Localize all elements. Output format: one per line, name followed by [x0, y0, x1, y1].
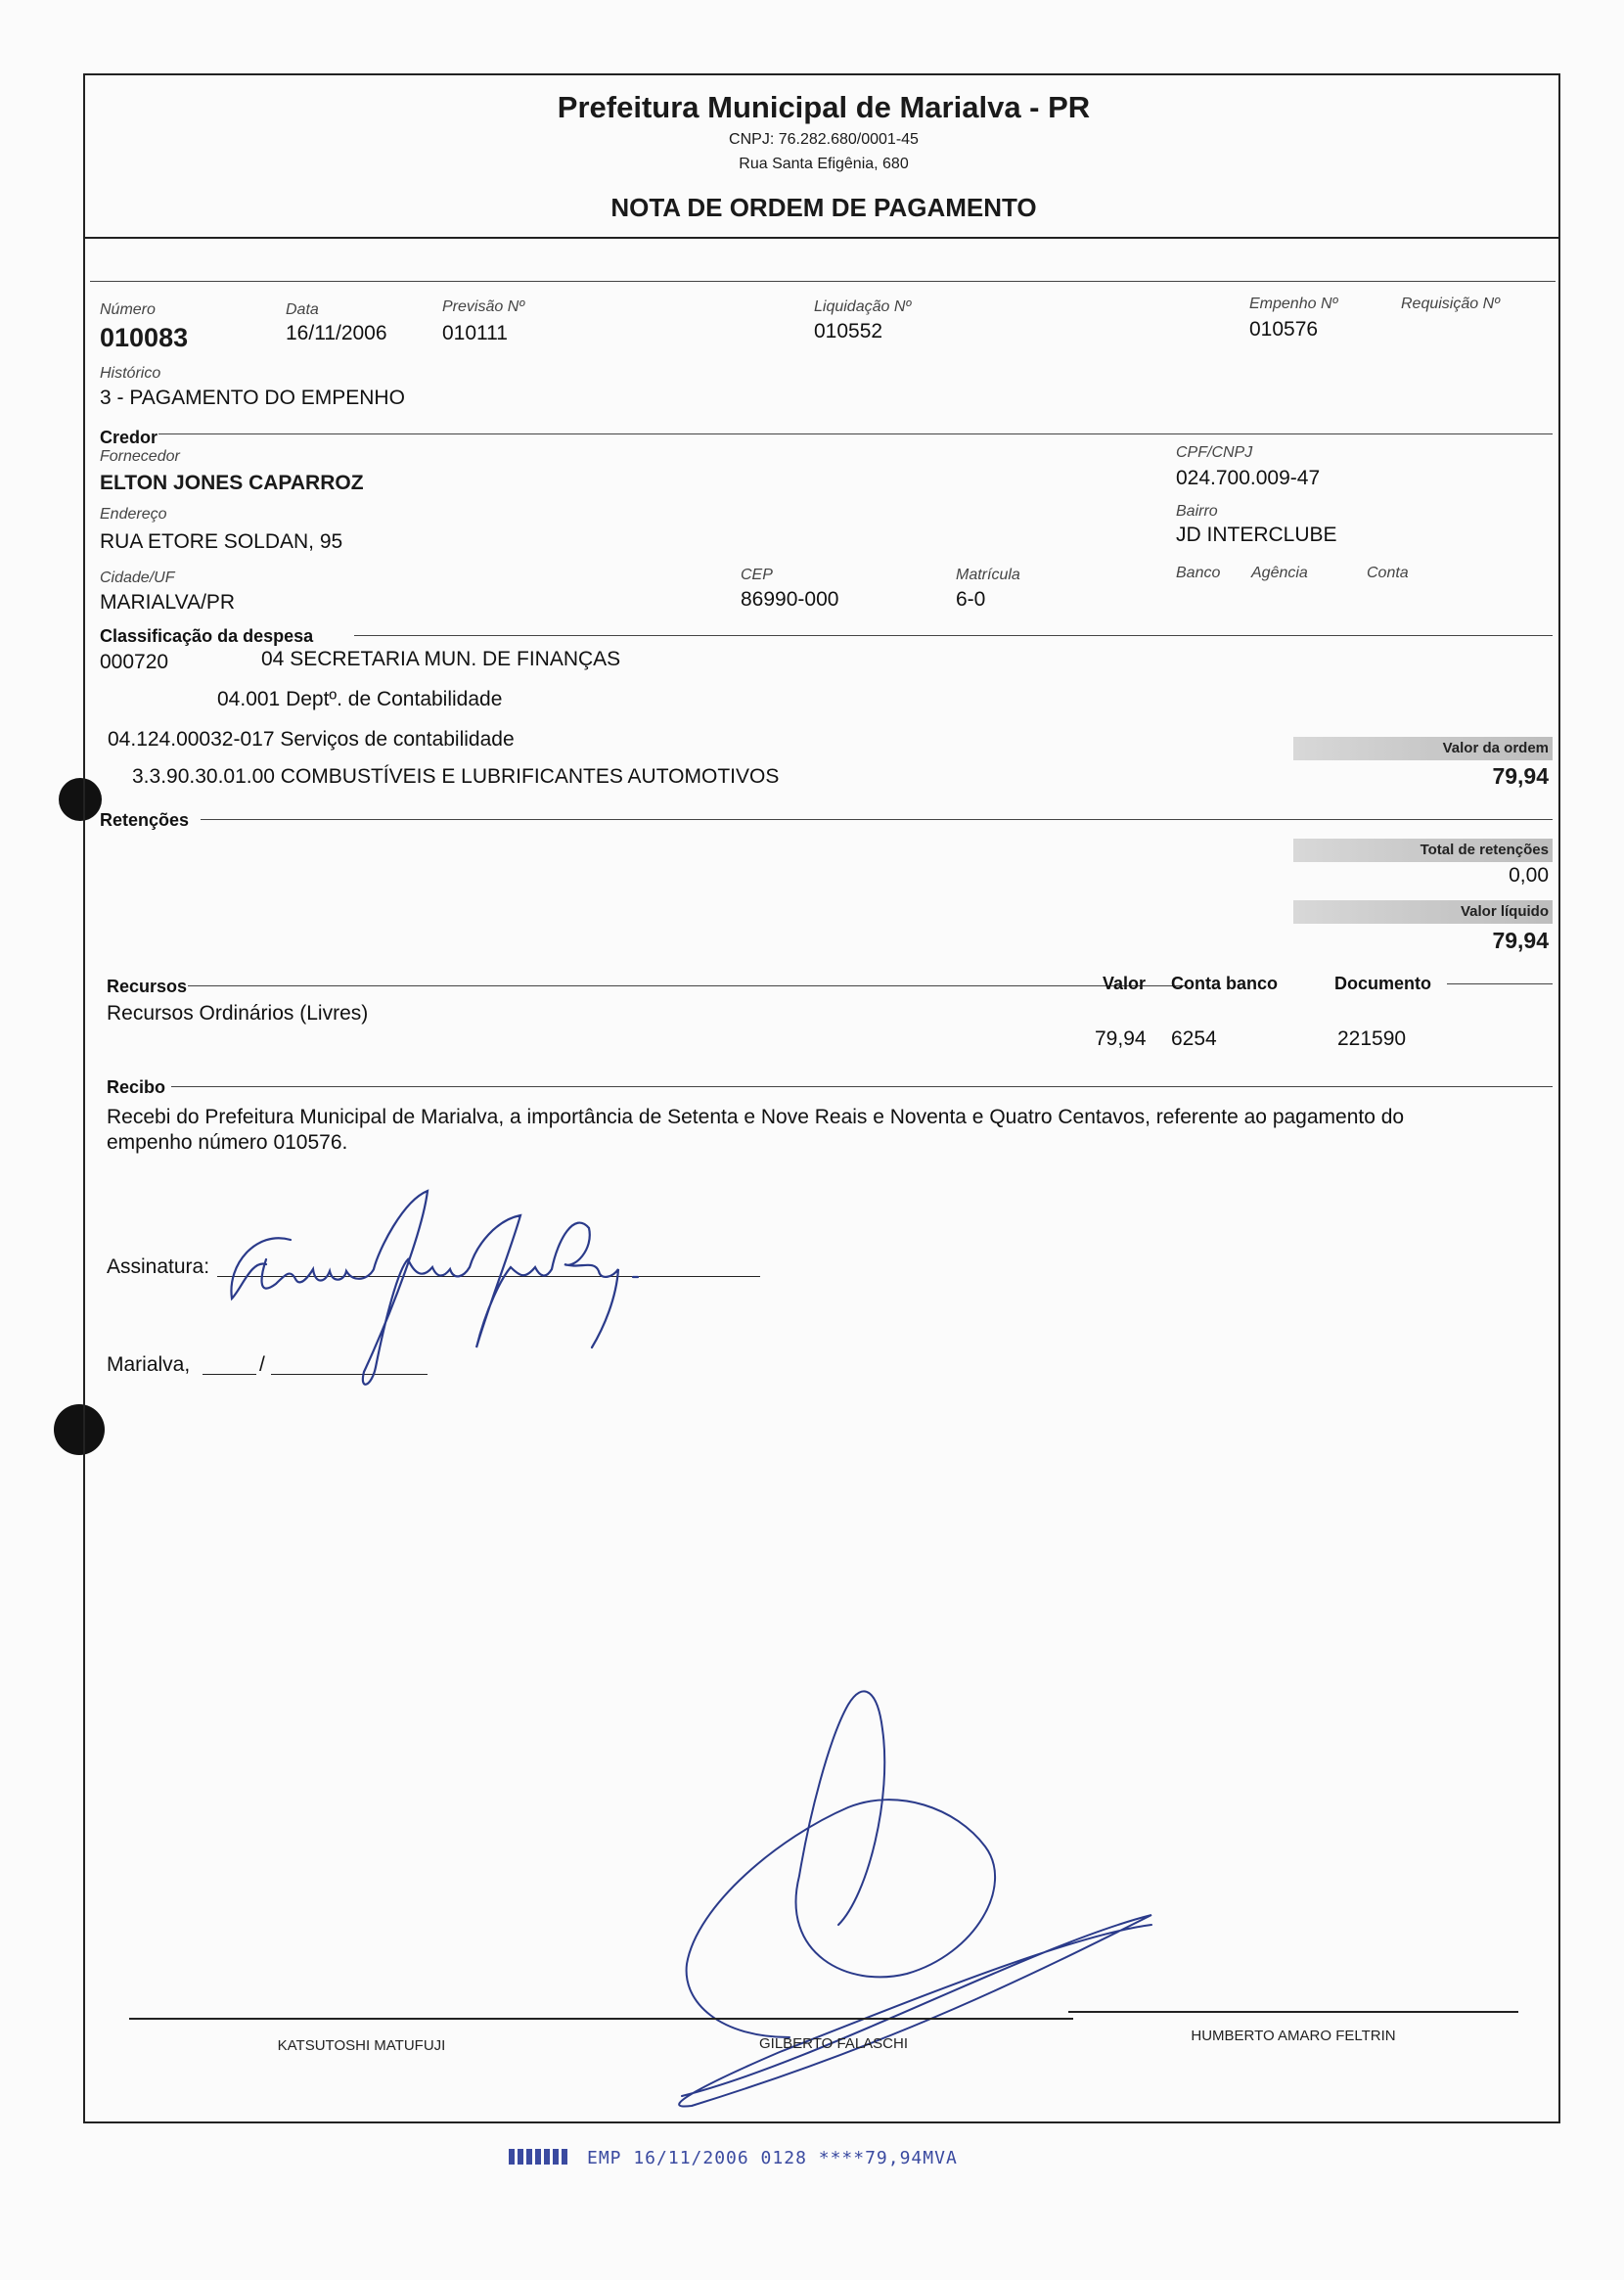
valor-liquido-label-box	[1293, 900, 1553, 924]
recursos-line	[188, 985, 1186, 986]
recibo-section: Recibo	[107, 1077, 166, 1097]
order-top-line	[90, 281, 1556, 282]
programa-value: 04.124.00032-017 Serviços de contabilidade	[108, 728, 515, 751]
banco-label: Banco	[1176, 565, 1221, 581]
recursos-valor-label: Valor	[1103, 974, 1147, 993]
empenho-value: 010576	[1249, 318, 1319, 341]
signatory-2: GILBERTO FALASCHI	[759, 2035, 908, 2052]
signature-line-3	[1068, 2011, 1518, 2013]
signatory-3: HUMBERTO AMARO FELTRIN	[1191, 2028, 1396, 2044]
agencia-label: Agência	[1251, 565, 1308, 581]
liquidacao-label: Liquidação Nº	[814, 298, 912, 315]
fornecedor-value: ELTON JONES CAPARROZ	[100, 472, 364, 494]
endereco-label: Endereço	[100, 506, 167, 523]
elemento-value: 3.3.90.30.01.00 COMBUSTÍVEIS E LUBRIFICANTES AUTOMOTIVOS	[132, 765, 780, 788]
date-slash: /	[259, 1353, 265, 1376]
departamento-value: 04.001 Deptº. de Contabilidade	[217, 688, 503, 710]
classificacao-line	[354, 635, 1553, 636]
historico-value: 3 - PAGAMENTO DO EMPENHO	[100, 387, 405, 409]
footer-stamp: EMP 16/11/2006 0128 ****79,94MVA	[587, 2148, 958, 2168]
recursos-documento-label: Documento	[1334, 974, 1431, 993]
local-label: Marialva,	[107, 1353, 191, 1376]
recibo-text-line1: Recebi do Prefeitura Municipal de Marialva, a importância de Setenta e Nove Reais e Noventa e Quatro Centavos, referente ao pagamento do	[107, 1106, 1405, 1128]
bairro-value: JD INTERCLUBE	[1176, 524, 1337, 546]
recursos-conta: 6254	[1171, 1027, 1217, 1050]
bairro-label: Bairro	[1176, 503, 1218, 520]
valor-liquido-label: Valor líquido	[1460, 903, 1549, 920]
cidade-value: MARIALVA/PR	[100, 591, 236, 614]
data-value: 16/11/2006	[286, 322, 387, 344]
matricula-value: 6-0	[956, 588, 986, 611]
signature-line-1	[129, 2018, 594, 2020]
assinatura-label: Assinatura:	[107, 1255, 210, 1278]
liquidacao-value: 010552	[814, 320, 883, 342]
total-retencoes-label: Total de retenções	[1420, 842, 1549, 858]
valor-liquido-value: 79,94	[1492, 928, 1549, 953]
municipality-title: Prefeitura Municipal de Marialva - PR	[557, 90, 1091, 124]
numero-label: Número	[100, 301, 156, 318]
document-title: NOTA DE ORDEM DE PAGAMENTO	[610, 193, 1037, 222]
recursos-conta-label: Conta banco	[1171, 974, 1279, 993]
cpf-label: CPF/CNPJ	[1176, 444, 1253, 461]
cep-value: 86990-000	[741, 588, 839, 611]
previsao-label: Previsão Nº	[442, 298, 525, 315]
signatory-1: KATSUTOSHI MATUFUJI	[277, 2037, 446, 2054]
header-divider	[85, 237, 1560, 239]
classificacao-section: Classificação da despesa	[100, 626, 314, 646]
valor-ordem-value: 79,94	[1492, 763, 1549, 789]
recursos-valor: 79,94	[1095, 1027, 1147, 1050]
recibo-line	[171, 1086, 1553, 1087]
cep-label: CEP	[741, 567, 773, 583]
address-text: Rua Santa Efigênia, 680	[739, 156, 909, 172]
secretaria-value: 04 SECRETARIA MUN. DE FINANÇAS	[261, 648, 621, 670]
retencoes-section: Retenções	[100, 810, 190, 830]
recursos-documento: 221590	[1337, 1027, 1407, 1050]
historico-label: Histórico	[100, 365, 161, 382]
empenho-label: Empenho Nº	[1249, 296, 1338, 312]
total-retencoes-value: 0,00	[1509, 864, 1549, 887]
data-label: Data	[286, 301, 319, 318]
valor-ordem-label: Valor da ordem	[1442, 740, 1549, 756]
cnpj-text: CNPJ: 76.282.680/0001-45	[729, 131, 919, 148]
endereco-value: RUA ETORE SOLDAN, 95	[100, 530, 343, 553]
cidade-label: Cidade/UF	[100, 570, 175, 586]
classificacao-code: 000720	[100, 651, 169, 673]
valor-ordem-label-box	[1293, 737, 1553, 760]
requisicao-label: Requisição Nº	[1401, 296, 1500, 312]
fornecedor-label: Fornecedor	[100, 448, 180, 465]
document-frame	[83, 73, 1560, 2123]
conta-label: Conta	[1367, 565, 1409, 581]
recursos-descricao: Recursos Ordinários (Livres)	[107, 1002, 369, 1025]
recibo-text-line2: empenho número 010576.	[107, 1131, 348, 1154]
credor-section: Credor	[100, 428, 158, 447]
previsao-value: 010111	[442, 322, 508, 344]
matricula-label: Matrícula	[956, 567, 1020, 583]
signature-line-2	[594, 2018, 1073, 2020]
total-retencoes-label-box	[1293, 839, 1553, 862]
cpf-value: 024.700.009-47	[1176, 467, 1321, 489]
recipient-signature	[198, 1162, 824, 1406]
footer-stamp-mark	[509, 2149, 567, 2165]
credor-line	[158, 433, 1553, 434]
numero-value: 010083	[100, 323, 189, 352]
recursos-section: Recursos	[107, 977, 188, 996]
recursos-line-right	[1447, 983, 1553, 984]
retencoes-line	[201, 819, 1553, 820]
